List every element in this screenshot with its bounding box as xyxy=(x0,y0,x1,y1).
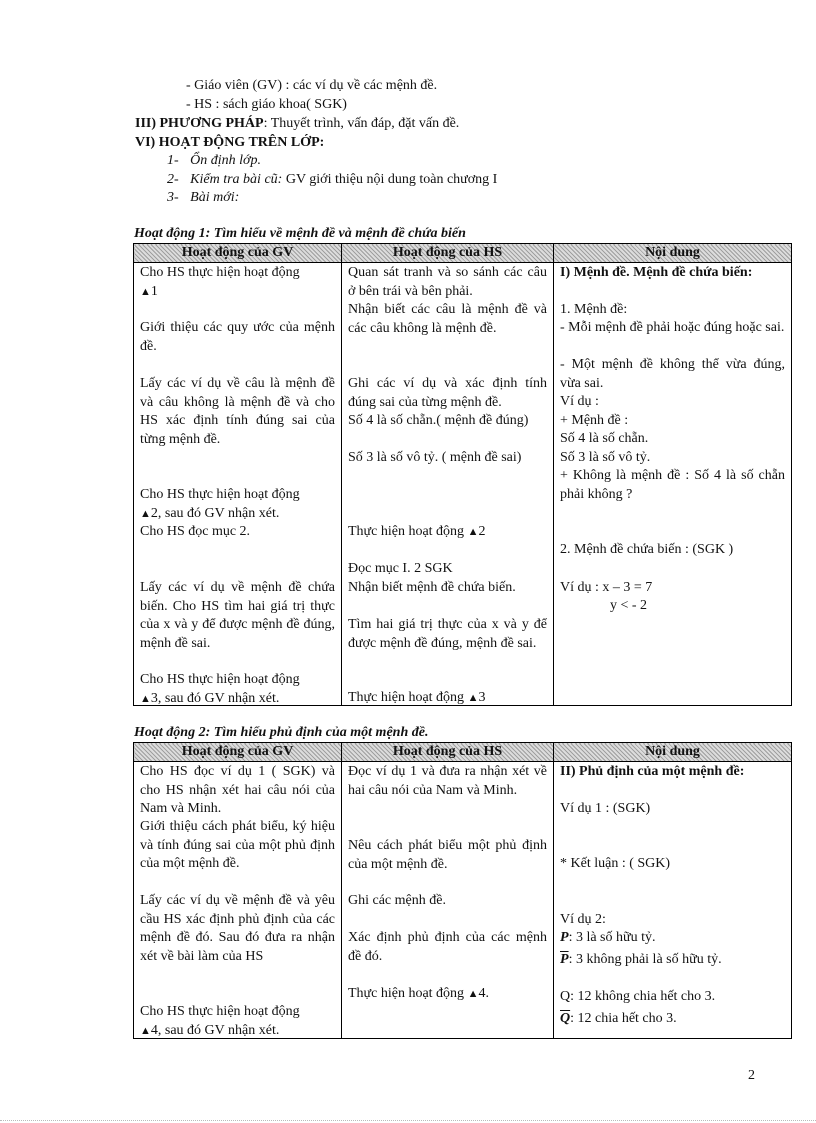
content-line: * Kết luận : ( SGK) xyxy=(560,856,671,871)
hs-item: Xác định phủ định của các mệnh đề đó. xyxy=(348,930,547,964)
material-item-hs: - HS : sách giáo khoa( SGK) xyxy=(186,97,347,112)
hs-item: Nhận biết các câu là mệnh đề và các câu không là mệnh đề. xyxy=(348,302,547,336)
content-line: P: 3 là số hữu tỷ. xyxy=(560,930,656,945)
header-content: Nội dung xyxy=(554,244,792,263)
content-title: I) Mệnh đề. Mệnh đề chứa biến: xyxy=(560,265,753,280)
gv-item: Cho HS đọc mục 2. xyxy=(140,524,251,539)
hs-item: Quan sát tranh và so sánh các câu ở bên trái và bên phải. xyxy=(348,265,547,299)
delta-icon: ▲ xyxy=(467,692,479,704)
gv-item: Cho HS thực hiện hoạt động ▲4, sau đó GV nhận xét. xyxy=(140,1004,300,1038)
activity2-gv-cell xyxy=(134,762,342,1039)
content-line: 1. Mệnh đề: xyxy=(560,302,628,317)
content-title: II) Phủ định của một mệnh đề: xyxy=(560,764,745,779)
content-line: + Không là mệnh đề : Số 4 là số chẵn phải không ? xyxy=(560,468,785,502)
hs-item: Đọc mục I. 2 SGK xyxy=(348,561,453,576)
header-gv: Hoạt động của GV xyxy=(134,244,342,263)
step-title: Ổn định lớp. xyxy=(190,153,262,168)
hs-item: Nhận biết mệnh đề chứa biến. xyxy=(348,580,516,595)
material-item-gv: - Giáo viên (GV) : các ví dụ về các mệnh đề. xyxy=(186,78,438,93)
content-line: Ví dụ : xyxy=(560,394,599,409)
delta-icon: ▲ xyxy=(140,692,151,705)
header-gv: Hoạt động của GV xyxy=(134,743,342,762)
step-number: 2- xyxy=(167,172,179,187)
step-number: 1- xyxy=(167,153,179,168)
hs-item: Tìm hai giá trị thực của x và y để được mệnh đề đúng, mệnh đề sai. xyxy=(348,617,547,651)
activity2-content-cell xyxy=(554,762,792,1039)
hs-item: Ghi các ví dụ và xác định tính đúng sai của từng mệnh đề. xyxy=(348,376,547,410)
prop-p-negation: $\overline{P}$ xyxy=(560,952,569,967)
activity1-title: Hoạt động 1: Tìm hiểu về mệnh đề và mệnh đề chứa biến xyxy=(134,226,466,241)
gv-item: Cho HS thực hiện hoạt động ▲3, sau đó GV nhận xét. xyxy=(140,672,300,706)
step-1 xyxy=(167,153,261,169)
activities-heading: VI) HOẠT ĐỘNG TRÊN LỚP: xyxy=(135,135,325,150)
step-2 xyxy=(167,172,497,188)
page-break-line xyxy=(0,1120,816,1121)
gv-item: Lấy các ví dụ về mệnh đề chứa biến. Cho HS tìm hai giá trị thực của x và y để được mệnh đề đúng, mệnh đề sai. xyxy=(140,580,335,651)
content-line: - Một mệnh đề không thể vừa đúng, vừa sai. xyxy=(560,357,785,391)
activity1-gv-cell xyxy=(134,263,342,706)
prop-q-negation: $\overline{Q}$ xyxy=(560,1011,571,1026)
content-line: Ví dụ 2: xyxy=(560,912,606,927)
activity2-hs-cell xyxy=(342,762,554,1039)
hs-item: Đọc ví dụ 1 và đưa ra nhận xét về hai câu nói của Nam và Minh. xyxy=(348,764,547,798)
gv-item: Lấy các ví dụ về mệnh đề và yêu cầu HS xác định phủ định của các mệnh đề đó. Sau đó đưa ra nhận xét về bài làm của HS xyxy=(140,893,335,964)
content-line: 2. Mệnh đề chứa biến : (SGK ) xyxy=(560,542,734,557)
header-content: Nội dung xyxy=(554,743,792,762)
content-line: Số 4 là số chẵn. xyxy=(560,431,649,446)
gv-item: Cho HS thực hiện hoạt động ▲2, sau đó GV nhận xét. xyxy=(140,487,300,521)
activity2-title: Hoạt động 2: Tìm hiểu phủ định của một mệnh đề. xyxy=(134,725,429,740)
page-number: 2 xyxy=(748,1068,755,1083)
activity1-hs-cell xyxy=(342,263,554,706)
activity2-table xyxy=(133,742,792,1039)
activity1-content-cell xyxy=(554,263,792,706)
step-title: Kiểm tra bài cũ: xyxy=(190,172,283,187)
gv-item: Cho HS thực hiện hoạt động ▲1 xyxy=(140,265,300,299)
step-title: Bài mới: xyxy=(190,190,240,205)
prop-p: P xyxy=(560,930,569,945)
content-line: Ví dụ : x – 3 = 7 xyxy=(560,580,653,595)
activity1-table xyxy=(133,243,792,706)
header-hs: Hoạt động của HS xyxy=(342,743,554,762)
content-line: Số 3 là số vô tỷ. xyxy=(560,450,651,465)
content-line: y < - 2 xyxy=(610,598,648,613)
delta-icon: ▲ xyxy=(140,1024,151,1037)
delta-icon: ▲ xyxy=(140,285,151,298)
content-line: + Mệnh đề : xyxy=(560,413,629,428)
method-heading: III) PHƯƠNG PHÁP xyxy=(135,116,264,131)
header-hs: Hoạt động của HS xyxy=(342,244,554,263)
hs-item: Thực hiện hoạt động ▲4. xyxy=(348,986,489,1001)
hs-item: Số 3 là số vô tỷ. ( mệnh đề sai) xyxy=(348,450,522,465)
method-line xyxy=(135,116,459,132)
gv-item: Lấy các ví dụ về câu là mệnh đề và câu không là mệnh đề và cho HS xác định tính đúng sai của từng mệnh đề. xyxy=(140,376,335,447)
delta-icon: ▲ xyxy=(467,526,479,538)
hs-item: Số 4 là số chẵn.( mệnh đề đúng) xyxy=(348,413,529,428)
hs-item: Nêu cách phát biểu một phủ định của một mệnh đề. xyxy=(348,838,547,872)
gv-item: Giới thiệu các quy ước của mệnh đề. xyxy=(140,320,335,354)
step-3 xyxy=(167,190,239,206)
step-text: GV giới thiệu nội dung toàn chương I xyxy=(282,172,498,187)
content-line: Ví dụ 1 : (SGK) xyxy=(560,801,651,816)
content-line: - Mỗi mệnh đề phải hoặc đúng hoặc sai. xyxy=(560,320,785,335)
hs-item: Thực hiện hoạt động ▲2 xyxy=(348,524,486,539)
delta-icon: ▲ xyxy=(467,988,479,1000)
content-line: $\overline{P}$: 3 không phải là số hữu tỷ. xyxy=(560,952,722,967)
method-text: : Thuyết trình, vấn đáp, đặt vấn đề. xyxy=(263,116,460,131)
step-number: 3- xyxy=(167,190,179,205)
delta-icon: ▲ xyxy=(140,507,151,520)
content-line: Q: 12 không chia hết cho 3. xyxy=(560,989,716,1004)
gv-item: Giới thiệu cách phát biểu, ký hiệu và tính đúng sai của một phủ định của một mệnh đề. xyxy=(140,819,335,871)
hs-item: Ghi các mệnh đề. xyxy=(348,893,446,908)
gv-item: Cho HS đọc ví dụ 1 ( SGK) và cho HS nhận xét hai câu nói của Nam và Minh. xyxy=(140,764,335,816)
content-line: $\overline{Q}$: 12 chia hết cho 3. xyxy=(560,1011,677,1026)
hs-item: Thực hiện hoạt động ▲3 xyxy=(348,690,486,705)
